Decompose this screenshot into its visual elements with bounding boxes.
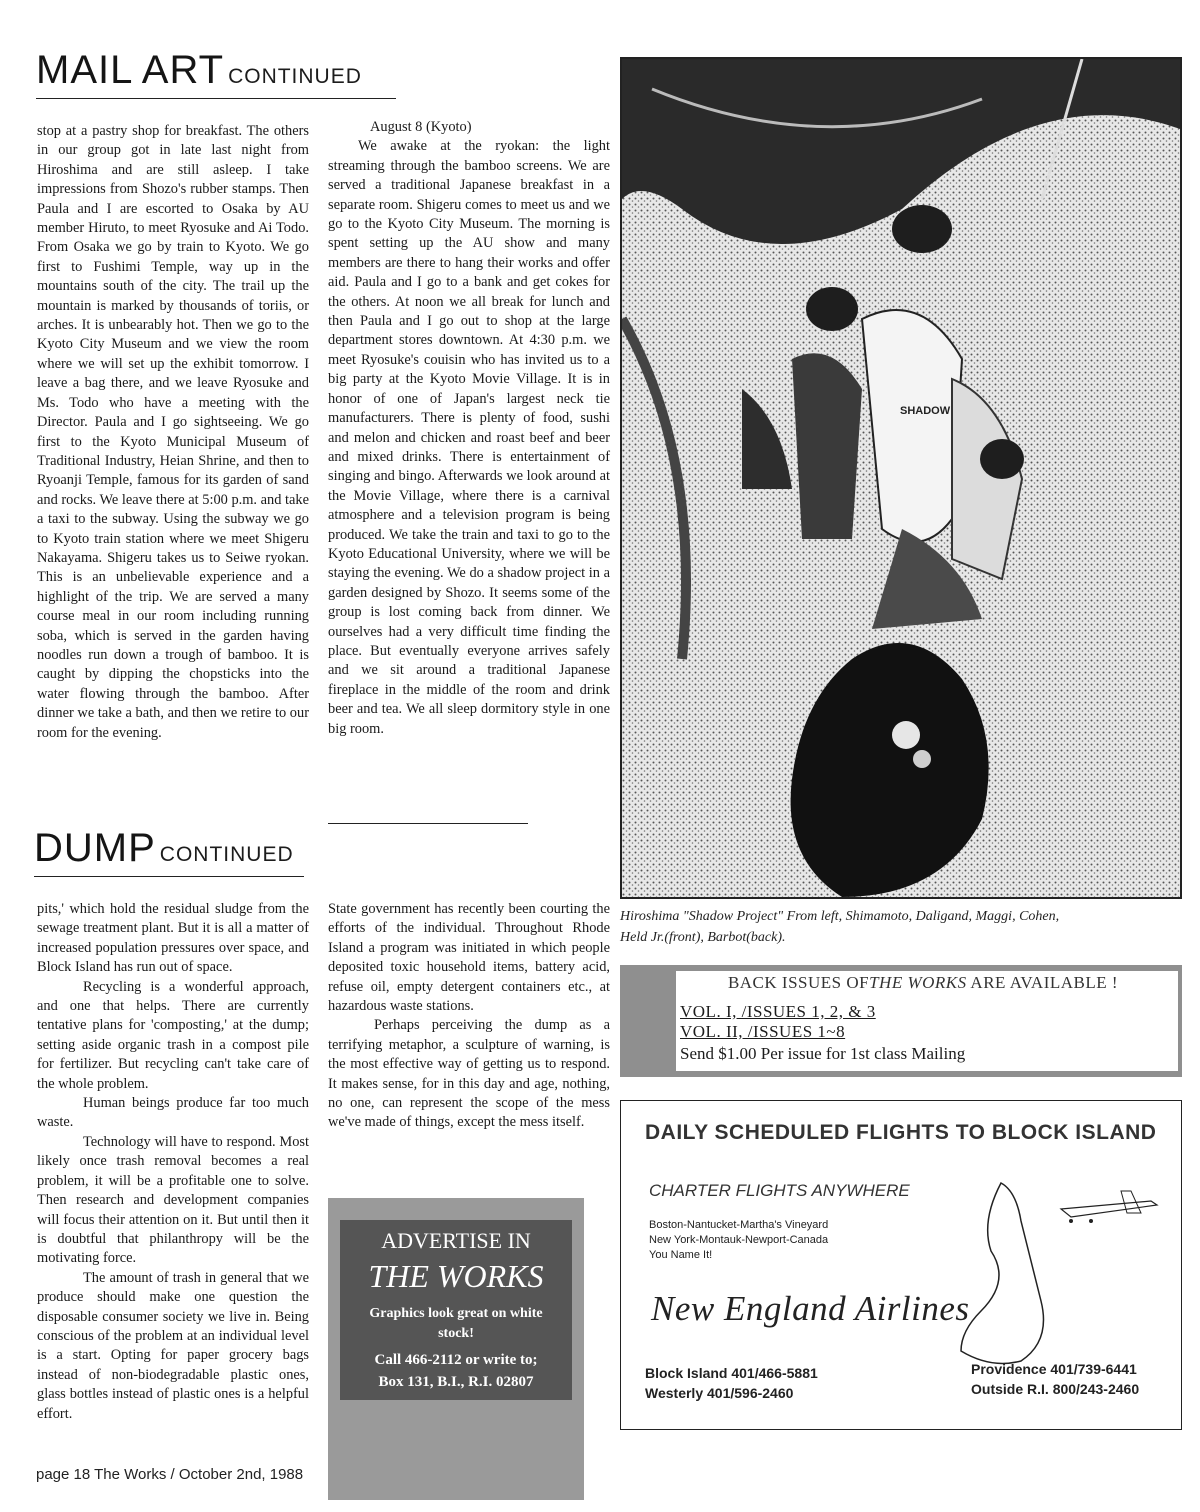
mail-art-title: MAIL ART: [36, 48, 225, 92]
dump-col1-para-2: Recycling is a wonderful approach, and one that helps. There are currently tentative plans for 'composting,' at the dump; setting aside organic trash in a compost pile for fertilizer. But recycling can't take care of the whole problem.: [37, 978, 309, 1092]
back-issues-panel: [676, 971, 1178, 1071]
mail-art-column-1: [37, 122, 309, 743]
advertise-line-6: Box 131, B.I., R.I. 02807: [378, 1374, 534, 1390]
photo-caption-line-2: Held Jr.(front), Barbot(back).: [620, 930, 786, 945]
back-issues-box: [620, 965, 1182, 1077]
dump-rule: [34, 876, 304, 877]
advertise-line-1: ADVERTISE IN: [381, 1228, 531, 1253]
phone-providence: Providence 401/739-6441: [971, 1361, 1137, 1377]
mail-art-column-2: [328, 118, 610, 739]
airline-advertisement: [620, 1100, 1182, 1430]
airline-route-2: New York-Montauk-Newport-Canada: [649, 1234, 829, 1246]
back-issues-vol-2: VOL. II, /ISSUES 1~8: [680, 1022, 846, 1041]
dump-col1-para-4: Technology will have to respond. Most likely once trash removal becomes a real problem, it will be a profitable one to solve. Then research and development companies will focus their attention on it. But until then it is doubtful that philanthropy will be the motivating force.: [37, 1133, 309, 1267]
dump-col1-para-1: pits,' which hold the residual sludge from the sewage treatment plant. But it is all a matter of increased population pressures over space, and Block Island has run out of space.: [37, 901, 309, 976]
airline-route-3: You Name It!: [649, 1249, 713, 1261]
dump-col2-para-1: State government has recently been courting the efforts of the individual. Throughout Rhode Island a program was initiated in which people deposited toxic household items, battery acid, refuse oil, empty detergent containers etc., at hazardous waste stations.: [328, 901, 610, 1015]
advertise-box: [328, 1198, 584, 1500]
back-issues-title-prefix: BACK ISSUES OF: [727, 973, 870, 992]
mail-art-col2-rule: [328, 823, 528, 824]
back-issues-title-italic: THE WORKS: [869, 973, 967, 992]
photo-caption: [620, 906, 1190, 948]
dump-column-1: [37, 900, 309, 1424]
advertise-line-2: THE WORKS: [368, 1258, 544, 1294]
mail-art-rule: [36, 98, 396, 99]
dump-header: [34, 826, 294, 871]
mail-art-date: August 8 (Kyoto): [370, 119, 472, 135]
advertise-line-5: Call 466-2112 or write to;: [374, 1352, 538, 1368]
photo-caption-line-1: Hiroshima "Shadow Project" From left, Shimamoto, Daligand, Maggi, Cohen,: [620, 909, 1060, 924]
shadow-project-photo: [620, 57, 1182, 899]
back-issues-vol-1: VOL. I, /ISSUES 1, 2, & 3: [680, 1002, 876, 1021]
advertise-line-4: stock!: [438, 1326, 474, 1341]
back-issues-send: Send $1.00 Per issue for 1st class Mailing: [680, 1044, 966, 1063]
mail-art-col1-text: stop at a pastry shop for breakfast. The others in our group got in late last night from Hiroshima and are still asleep. I take impressions from Shozo's rubber stamps. Then Paula and I are escorted to Osaka by AU member Hiruto, to meet Ryosuke and Ai Todo. From Osaka we go by train to Kyoto. We go first to Fushimi Temple, way up in the mountains south of the city. The trail up the mountain is marked by thousands of toriis, or arches. It is unbearably hot. Then we go to the Kyoto City Museum and we view the room where we will set up the exhibit tomorrow. I leave a bag there, and we leave Ryosuke and Ms. Todo who have a meeting with the Director. Paula and I go sightseeing. We go first to the Kyoto Municipal Museum of Traditional Industry, Heian Shrine, and then to Ryoanji Temple, famous for its garden of sand and rocks. We leave there at 5:00 p.m. and take a taxi to the subway. Using the subway we go to Kyoto train station where we meet Shigeru Nakayama. Shigeru takes us to Seiwe ryokan. This is an unbelievable experience and a highlight of the trip. We are served a many course meal in our room including running soba, which is served in the garden having noodles run down a trough of bamboo. It is caught by dipping the chopsticks into the water flowing through the bamboo. After dinner we take a bath, and then we retire to our room for the evening.: [37, 123, 309, 741]
advertise-panel: [340, 1220, 572, 1400]
shirt-text: SHADOW: [900, 405, 951, 417]
dump-col2-para-2: Perhaps perceiving the dump as a terrifying metaphor, a sculpture of warning, is the most effective way of getting us to respond. It makes sense, for in this day and age, nothing, no one, can represent the scope of the mess we've made of things, except the mess itself.: [328, 1017, 610, 1131]
phone-block-island: Block Island 401/466-5881: [645, 1365, 818, 1381]
phone-outside-ri: Outside R.I. 800/243-2460: [971, 1381, 1140, 1397]
mail-art-continued: CONTINUED: [228, 65, 362, 88]
airline-route-1: Boston-Nantucket-Martha's Vineyard: [649, 1219, 829, 1231]
mail-art-header: [36, 48, 362, 93]
photo-illustration: [622, 59, 1180, 897]
mail-art-col2-text: We awake at the ryokan: the light streaming through the bamboo screens. We are served a traditional Japanese breakfast in a separate room. Shigeru comes to meet us and we go to the Kyoto City Museum. The morning is spent setting up the AU show and many members are there to hang their works and offer aid. Paula and I go to a bank and get cokes for the others. At noon we all break for lunch and then Paula and I go out to shop at the large department stores downtown. At 4:30 p.m. we meet Ryosuke's couisin who has invited us to a big party at the Kyoto Movie Village. It is in honor of one of Japan's largest neck tie manufacturers. There is plenty of food, sushi and melon and chicken and roast beef and beer and mixed drinks. There is entertainment of singing and bingo. Afterwards we look around at the Movie Village, where there is a carnival atmosphere and a television program is being produced. We take the train and taxi to go to the Kyoto Educational University, where we will be staying the evening. We do a shadow project in a garden designed by Shozo. It seems some of the group is lost coming back from dinner. We ourselves had a very difficult time finding the place. But eventually everyone arrives safely and we sit around a traditional Japanese fireplace in the middle of the room and drink beer and tea. We all sleep dormitory style in one big room.: [328, 138, 610, 737]
back-issues-title: [680, 973, 1166, 993]
airplane-icon: [1061, 1191, 1157, 1223]
airline-charter: CHARTER FLIGHTS ANYWHERE: [649, 1181, 910, 1200]
dump-title: DUMP: [34, 826, 156, 870]
back-issues-title-suffix: ARE AVAILABLE !: [966, 973, 1119, 992]
dump-col1-para-5: The amount of trash in general that we produce should make one question the disposable consumer society we live in. Being conscious of the problem at an individual level is a start. Opting for paper grocery bags instead of non-biodegradable plastic ones, glass bottles instead of plastic ones is a helpful effort.: [37, 1269, 309, 1422]
dump-column-2: [328, 900, 610, 1133]
advertise-line-3: Graphics look great on white: [369, 1306, 543, 1321]
airline-headline: DAILY SCHEDULED FLIGHTS TO BLOCK ISLAND: [645, 1121, 1157, 1144]
page-footer: page 18 The Works / October 2nd, 1988: [36, 1466, 304, 1483]
dump-continued: CONTINUED: [159, 843, 294, 866]
phone-westerly: Westerly 401/596-2460: [645, 1385, 794, 1401]
dump-col1-para-3: Human beings produce far too much waste.: [37, 1095, 309, 1131]
airline-brand: New England Airlines: [651, 1289, 970, 1328]
block-island-map-icon: [921, 1181, 1171, 1371]
